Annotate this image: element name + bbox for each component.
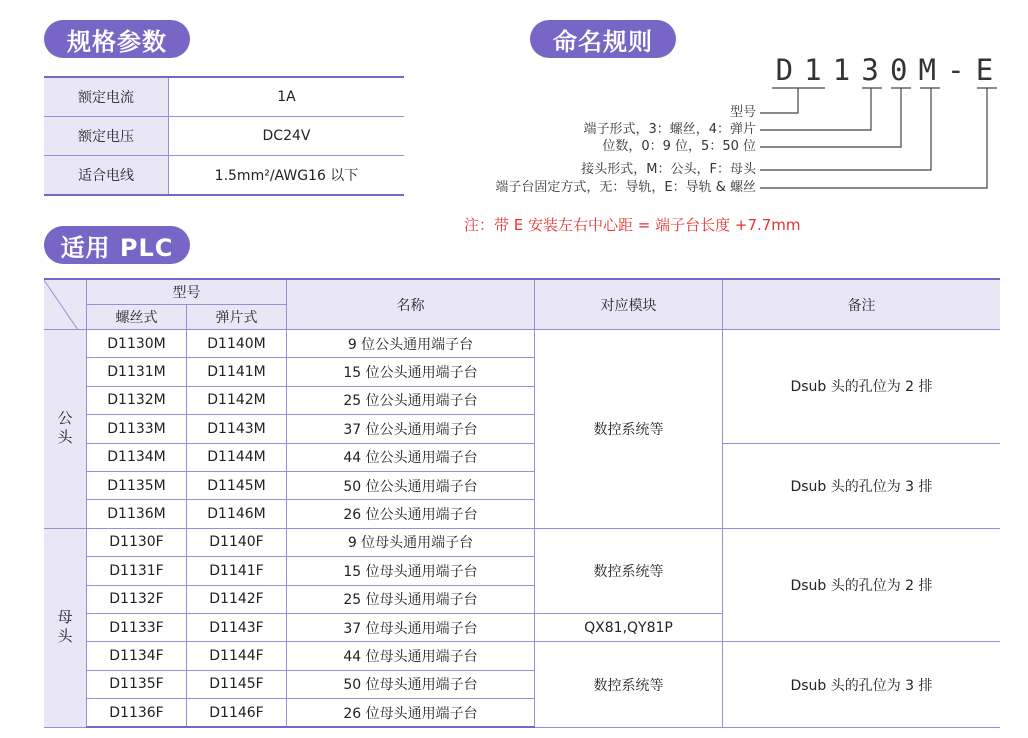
spring-model: D1143F xyxy=(187,613,287,641)
spec-value: DC24V xyxy=(169,117,405,156)
code-char: M xyxy=(918,53,936,87)
code-char: - xyxy=(947,53,965,87)
spring-model: D1145F xyxy=(187,670,287,698)
module-cell: QX81,QY81P xyxy=(535,613,723,641)
spring-model: D1144F xyxy=(187,642,287,670)
spec-value: 1A xyxy=(169,77,405,117)
screw-model: D1130F xyxy=(87,528,187,556)
product-name: 44 位母头通用端子台 xyxy=(287,642,535,670)
spec-key: 额定电流 xyxy=(44,77,169,117)
screw-model: D1135M xyxy=(87,471,187,499)
screw-model: D1132M xyxy=(87,386,187,414)
product-name: 15 位公头通用端子台 xyxy=(287,358,535,386)
code-char: 1 xyxy=(804,53,822,87)
spring-model: D1146F xyxy=(187,699,287,728)
spring-model: D1144M xyxy=(187,443,287,471)
naming-heading: 命名规则 xyxy=(530,20,676,58)
screw-model: D1136M xyxy=(87,500,187,528)
code-char: 1 xyxy=(832,53,851,87)
product-name: 15 位母头通用端子台 xyxy=(287,557,535,585)
module-cell: 数控系统等 xyxy=(535,330,723,529)
screw-model: D1130M xyxy=(87,330,187,358)
spec-key: 额定电压 xyxy=(44,117,169,156)
spring-model: D1141F xyxy=(187,557,287,585)
corner-diagonal xyxy=(44,280,78,330)
naming-desc-type: 型号 xyxy=(729,105,756,120)
remark-cell: Dsub 头的孔位为 2 排 xyxy=(723,528,1001,642)
plc-heading: 适用 PLC xyxy=(44,226,190,264)
table-row xyxy=(44,330,1000,358)
screw-model: D1134F xyxy=(87,642,187,670)
spring-model: D1140M xyxy=(187,330,287,358)
screw-model: D1131M xyxy=(87,358,187,386)
code-char: 0 xyxy=(889,53,908,87)
group-female: 母头 xyxy=(44,528,87,727)
header-screw: 螺丝式 xyxy=(87,305,187,330)
plc-table xyxy=(44,278,1000,728)
spring-model: D1142F xyxy=(187,585,287,613)
product-name: 44 位公头通用端子台 xyxy=(287,443,535,471)
product-name: 50 位公头通用端子台 xyxy=(287,471,535,499)
product-name: 9 位母头通用端子台 xyxy=(287,528,535,556)
screw-model: D1133M xyxy=(87,415,187,443)
code-char: 3 xyxy=(861,53,879,87)
header-remark: 备注 xyxy=(723,279,1001,330)
naming-desc-positions: 位数，0：9 位，5：50 位 xyxy=(602,139,756,154)
module-cell: 数控系统等 xyxy=(535,642,723,728)
screw-model: D1134M xyxy=(87,443,187,471)
screw-model: D1136F xyxy=(87,699,187,728)
remark-cell: Dsub 头的孔位为 3 排 xyxy=(723,642,1001,728)
screw-model: D1131F xyxy=(87,557,187,585)
spring-model: D1145M xyxy=(187,471,287,499)
naming-desc-mounting: 端子台固定方式，无：导轨，E：导轨 & 螺丝 xyxy=(495,180,756,195)
header-spring: 弹片式 xyxy=(187,305,287,330)
header-name: 名称 xyxy=(287,279,535,330)
screw-model: D1132F xyxy=(87,585,187,613)
product-name: 37 位母头通用端子台 xyxy=(287,613,535,641)
table-row xyxy=(44,443,1000,471)
product-name: 50 位母头通用端子台 xyxy=(287,670,535,698)
product-name: 25 位母头通用端子台 xyxy=(287,585,535,613)
spring-model: D1140F xyxy=(187,528,287,556)
code-char: D xyxy=(775,53,794,87)
spec-value: 1.5mm²/AWG16 以下 xyxy=(169,156,405,196)
spring-model: D1146M xyxy=(187,500,287,528)
spring-model: D1142M xyxy=(187,386,287,414)
product-name: 37 位公头通用端子台 xyxy=(287,415,535,443)
spec-key: 适合电线 xyxy=(44,156,169,196)
spring-model: D1143M xyxy=(187,415,287,443)
naming-desc-terminal: 端子形式，3：螺丝，4：弹片 xyxy=(583,122,756,137)
naming-note: 注：带 E 安装左右中心距 = 端子台长度 +7.7mm xyxy=(464,216,801,234)
naming-connector-lines xyxy=(0,0,1028,200)
product-name: 9 位公头通用端子台 xyxy=(287,330,535,358)
remark-cell: Dsub 头的孔位为 2 排 xyxy=(723,330,1001,444)
screw-model: D1133F xyxy=(87,613,187,641)
header-model: 型号 xyxy=(87,279,287,305)
product-name: 25 位公头通用端子台 xyxy=(287,386,535,414)
screw-model: D1135F xyxy=(87,670,187,698)
module-cell: 数控系统等 xyxy=(535,528,723,613)
corner-cell xyxy=(44,279,87,330)
group-male: 公头 xyxy=(44,330,87,529)
spring-model: D1141M xyxy=(187,358,287,386)
table-row xyxy=(44,642,1000,670)
product-name: 26 位公头通用端子台 xyxy=(287,500,535,528)
header-module: 对应模块 xyxy=(535,279,723,330)
naming-desc-connector: 接头形式，M：公头，F：母头 xyxy=(581,162,756,177)
remark-cell: Dsub 头的孔位为 3 排 xyxy=(723,443,1001,528)
specs-heading: 规格参数 xyxy=(44,20,190,58)
table-row xyxy=(44,528,1000,556)
code-char: E xyxy=(975,53,994,87)
product-name: 26 位母头通用端子台 xyxy=(287,699,535,728)
